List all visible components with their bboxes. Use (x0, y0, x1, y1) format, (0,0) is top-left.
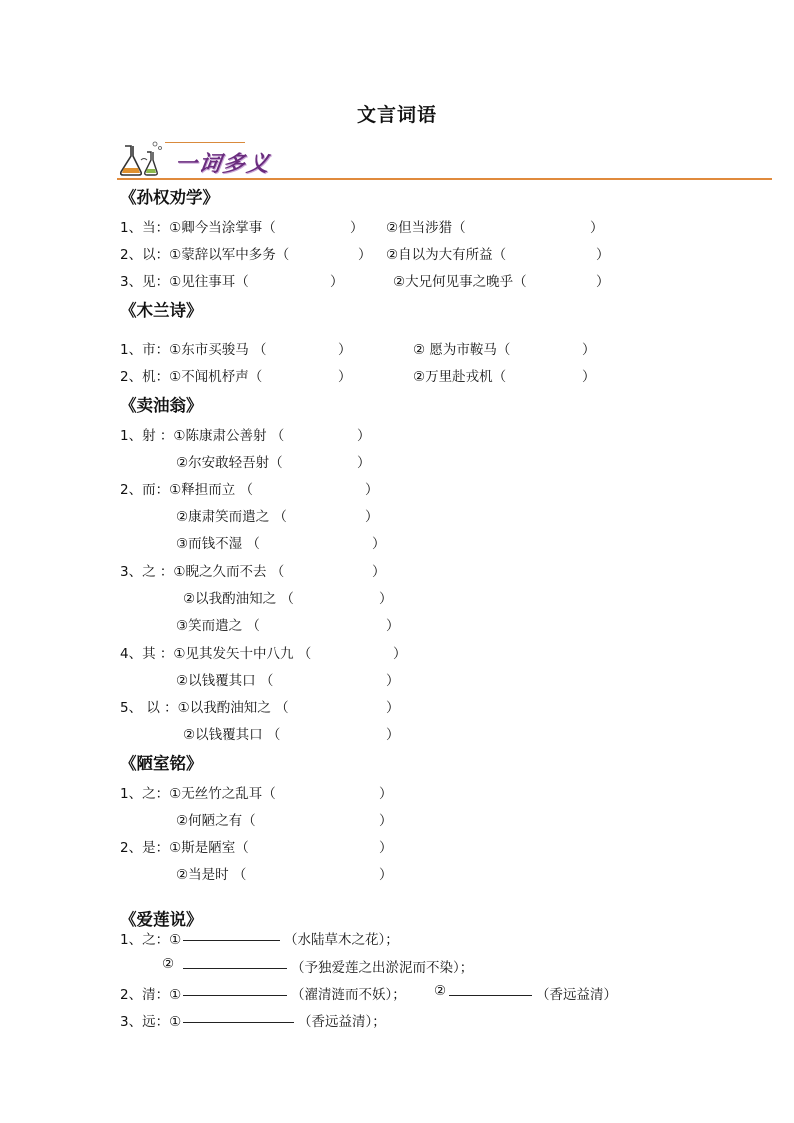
list-item: ） (379, 813, 393, 829)
list-item: 3、远：① (120, 1014, 182, 1030)
list-item: ） (357, 428, 371, 444)
list-item: ②尔安敢轻吾射（ (176, 455, 283, 471)
list-item: （予独爱莲之出淤泥而不染）； (291, 960, 474, 976)
list-item: 2、以：①蒙辞以军中多务（ (120, 247, 290, 263)
banner-rule (117, 178, 772, 180)
list-item: （濯清涟而不妖）； (291, 987, 406, 1003)
list-item: ②但当涉猎（ (386, 220, 466, 236)
list-item: 2、清：① (120, 987, 182, 1003)
list-item: ） (330, 274, 344, 290)
list-item: 2、而：①释担而立 （ (120, 482, 253, 498)
list-item: ） (590, 220, 604, 236)
list-item: ） (393, 646, 407, 662)
list-item: ②以钱覆其口 （ (176, 673, 274, 689)
list-item: ） (386, 700, 400, 716)
list-item: ②万里赴戎机（ (413, 369, 507, 385)
list-item: ） (582, 369, 596, 385)
list-item: 1、市：①东市买骏马 （ (120, 342, 267, 358)
answer-blank[interactable] (183, 956, 287, 969)
answer-blank[interactable] (449, 983, 532, 996)
list-item: 1、当：①卿今当涂掌事（ (120, 220, 276, 236)
banner-top-line (165, 142, 245, 143)
list-item: ） (582, 342, 596, 358)
section-title-mulan: 《木兰诗》 (120, 301, 203, 320)
list-item: ） (379, 786, 393, 802)
section-title-ailianshuo: 《爱莲说》 (120, 910, 203, 929)
list-item: ） (372, 564, 386, 580)
list-item: ） (365, 482, 379, 498)
list-item: ） (358, 247, 372, 263)
list-item: ②康肃笑而遣之 （ (176, 509, 287, 525)
list-item: ②当是时 （ (176, 867, 247, 883)
list-item: ③而钱不湿 （ (176, 536, 260, 552)
list-item: 1、射 ：①陈康肃公善射 （ (120, 428, 285, 444)
list-item: ） (379, 591, 393, 607)
list-item: ） (372, 536, 386, 552)
list-item: ③笑而遣之 （ (176, 618, 260, 634)
list-item: ②自以为大有所益（ (386, 247, 507, 263)
list-item: ② (162, 956, 175, 972)
list-item: 2、机：①不闻机杼声（ (120, 369, 263, 385)
list-item: ② 愿为市鞍马（ (413, 342, 511, 358)
list-item: 1、之：①无丝竹之乱耳（ (120, 786, 276, 802)
list-item: （香远益清） (536, 987, 617, 1003)
list-item: ②以钱覆其口 （ (183, 727, 281, 743)
list-item: ） (379, 840, 393, 856)
section-title-loushiming: 《陋室铭》 (120, 754, 203, 773)
list-item: ） (350, 220, 364, 236)
list-item: 3、之 ：①睨之久而不去 （ (120, 564, 285, 580)
list-item: ） (386, 727, 400, 743)
list-item: ） (338, 369, 352, 385)
list-item: ② (434, 983, 447, 999)
list-item: ②何陋之有（ (176, 813, 256, 829)
list-item: ） (596, 274, 610, 290)
section-title-maiyouweng: 《卖油翁》 (120, 396, 203, 415)
list-item: ②以我酌油知之 （ (183, 591, 294, 607)
list-item: ） (357, 455, 371, 471)
list-item: ②大兄何见事之晚乎（ (393, 274, 527, 290)
answer-blank[interactable] (183, 1010, 294, 1023)
banner-heading: 一词多义 (172, 151, 273, 177)
list-item: 5、 以 ：①以我酌油知之 （ (120, 700, 289, 716)
answer-blank[interactable] (183, 928, 280, 941)
list-item: ） (379, 867, 393, 883)
list-item: ） (386, 673, 400, 689)
list-item: ） (338, 342, 352, 358)
list-item: 2、是：①斯是陋室（ (120, 840, 249, 856)
flask-icon (117, 138, 165, 178)
list-item: 4、其 ：①见其发矢十中八九 （ (120, 646, 312, 662)
section-title-sunquan: 《孙权劝学》 (120, 188, 219, 207)
list-item: （水陆草木之花）； (284, 932, 399, 948)
section-banner (117, 138, 772, 184)
page-title: 文言词语 (356, 104, 437, 126)
list-item: ） (386, 618, 400, 634)
answer-blank[interactable] (183, 983, 287, 996)
list-item: 1、之：① (120, 932, 182, 948)
list-item: ） (365, 509, 379, 525)
list-item: 3、见：①见往事耳（ (120, 274, 249, 290)
list-item: ） (596, 247, 610, 263)
list-item: （香远益清）； (298, 1014, 386, 1030)
